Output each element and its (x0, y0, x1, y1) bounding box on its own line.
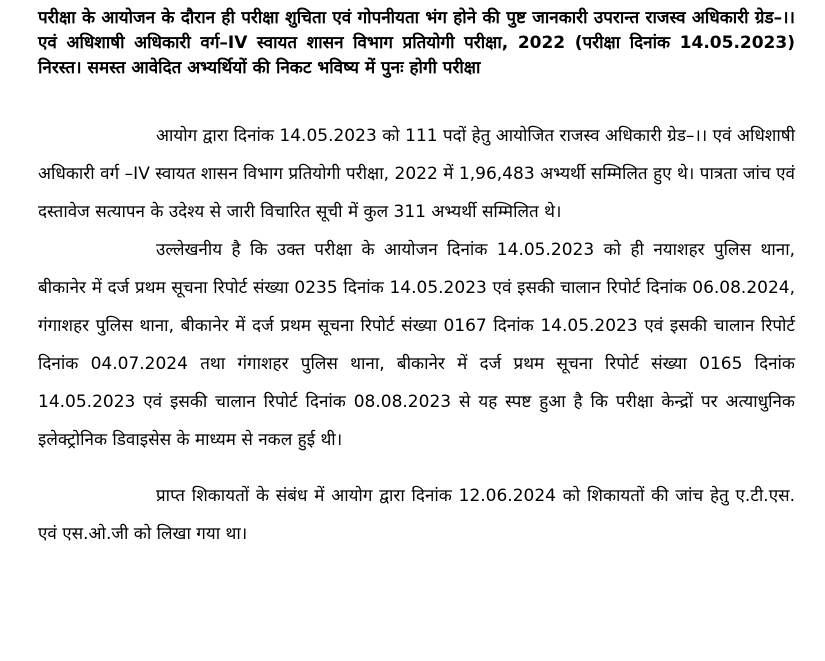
paragraph-police-reports: उल्लेखनीय है कि उक्त परीक्षा के आयोजन दिनांक 14.05.2023 को ही नयाशहर पुलिस थाना, बीकानेर में दर्ज प्रथम सूचना रिपोर्ट संख्या 0235 दिनांक 14.05.2023 एवं इसकी चालान रिपोर्ट दिनांक 06.08.2024, गंगाशहर पुलिस थाना, बीकानेर में दर्ज प्रथम सूचना रिपोर्ट संख्या 0167 दिनांक 14.05.2023 एवं इसकी चालान रिपोर्ट दिनांक 04.07.2024 तथा गंगाशहर पुलिस थाना, बीकानेर में दर्ज प्रथम सूचना रिपोर्ट संख्या 0165 दिनांक 14.05.2023 एवं इसकी चालान रिपोर्ट दिनांक 08.08.2023 से यह स्पष्ट हुआ है कि परीक्षा केन्द्रों पर अत्याधुनिक इलेक्ट्रोनिक डिवाइसेस के माध्यम से नकल हुई थी। (38, 240, 795, 450)
paragraph-complaints: प्राप्त शिकायतों के संबंध में आयोग द्वारा दिनांक 12.06.2024 को शिकायतों की जांच हेतु ए.टी.एस. एवं एस.ओ.जी को लिखा गया था। (38, 486, 795, 544)
paragraph-exam-details: आयोग द्वारा दिनांक 14.05.2023 को 111 पदों हेतु आयोजित राजस्व अधिकारी ग्रेड–।। एवं अधिशाषी अधिकारी वर्ग –IV स्वायत शासन विभाग प्रतियोगी परीक्षा, 2022 में 1,96,483 अभ्यर्थी सम्मिलित हुए थे। पात्रता जांच एवं दस्तावेज सत्यापन के उदेश्य से जारी विचारित सूची में कुल 311 अभ्यर्थी सम्मिलित थे। (38, 126, 795, 222)
document-heading: परीक्षा के आयोजन के दौरान ही परीक्षा शुचिता एवं गोपनीयता भंग होने की पुष्ट जानकारी उपरान्त राजस्व अधिकारी ग्रेड–।। एवं अधिशाषी अधिकारी वर्ग–IV स्वायत शासन विभाग प्रतियोगी परीक्षा, 2022 (परीक्षा दिनांक 14.05.2023) निरस्त। समस्त आवेदित अभ्यर्थियों की निकट भविष्य में पुनः होगी परीक्षा (38, 8, 795, 78)
